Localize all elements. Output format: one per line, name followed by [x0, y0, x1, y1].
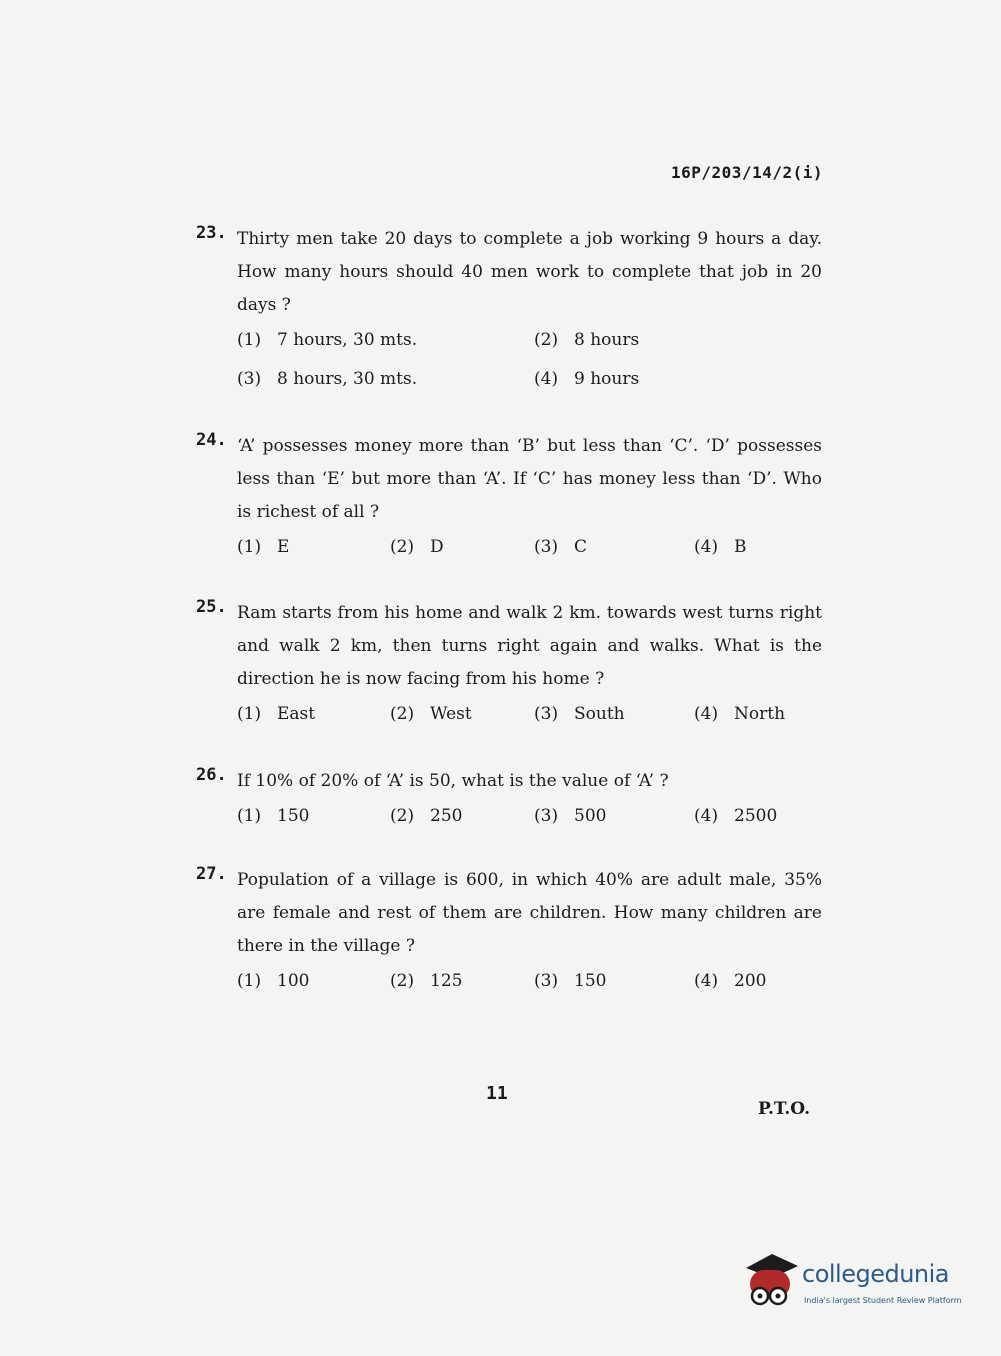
question-25 [196, 597, 822, 738]
paper-code: 16P/203/14/2(i) [671, 163, 823, 182]
question-number: 27. [196, 864, 227, 884]
option: (3) 8 hours, 30 mts. [237, 369, 418, 389]
option: (1) E [237, 537, 290, 557]
option: (2) West [390, 704, 472, 724]
option: (4) 200 [694, 971, 767, 991]
mascot-icon [742, 1250, 800, 1312]
option: (4) 9 hours [534, 369, 640, 389]
options-row [237, 537, 822, 571]
page-number: 11 [486, 1083, 508, 1104]
options-row [237, 330, 822, 364]
option: (1) East [237, 704, 316, 724]
question-23 [196, 223, 822, 403]
options-row [237, 806, 822, 840]
option: (2) D [390, 537, 444, 557]
option: (4) 2500 [694, 806, 778, 826]
collegedunia-logo[interactable] [742, 1250, 972, 1312]
question-number: 25. [196, 597, 227, 617]
question-number: 26. [196, 765, 227, 785]
question-text: ‘A’ possesses money more than ‘B’ but less than ‘C’. ‘D’ possesses less than ‘E’ but more than ‘A’. If ‘C’ has money less than ‘D’. Who is richest of all ? [237, 436, 822, 522]
option: (4) B [694, 537, 747, 557]
question-number: 23. [196, 223, 227, 243]
option: (4) North [694, 704, 786, 724]
pto-label: P.T.O. [758, 1099, 810, 1119]
brand-name: collegedunia [802, 1260, 950, 1288]
options-row [237, 704, 822, 738]
option: (2) 250 [390, 806, 463, 826]
question-26 [196, 765, 822, 840]
option: (2) 125 [390, 971, 463, 991]
option: (1) 7 hours, 30 mts. [237, 330, 418, 350]
brand-tagline: India's largest Student Review Platform [804, 1296, 962, 1305]
option: (3) South [534, 704, 625, 724]
option: (2) 8 hours [534, 330, 640, 350]
question-text: If 10% of 20% of ‘A’ is 50, what is the value of ‘A’ ? [237, 771, 669, 791]
option: (3) 150 [534, 971, 607, 991]
question-text: Population of a village is 600, in which 40% are adult male, 35% are female and rest of them are children. How many children are there in the village ? [237, 870, 822, 956]
question-text: Ram starts from his home and walk 2 km. towards west turns right and walk 2 km, then turns right again and walks. What is the direction he is now facing from his home ? [237, 603, 822, 689]
option: (1) 100 [237, 971, 310, 991]
question-27 [196, 864, 822, 1005]
question-24 [196, 430, 822, 571]
options-row [237, 369, 822, 403]
question-text: Thirty men take 20 days to complete a job working 9 hours a day. How many hours should 40 men work to complete that job in 20 days ? [237, 229, 822, 315]
question-number: 24. [196, 430, 227, 450]
option: (3) C [534, 537, 588, 557]
option: (3) 500 [534, 806, 607, 826]
option: (1) 150 [237, 806, 310, 826]
options-row [237, 971, 822, 1005]
